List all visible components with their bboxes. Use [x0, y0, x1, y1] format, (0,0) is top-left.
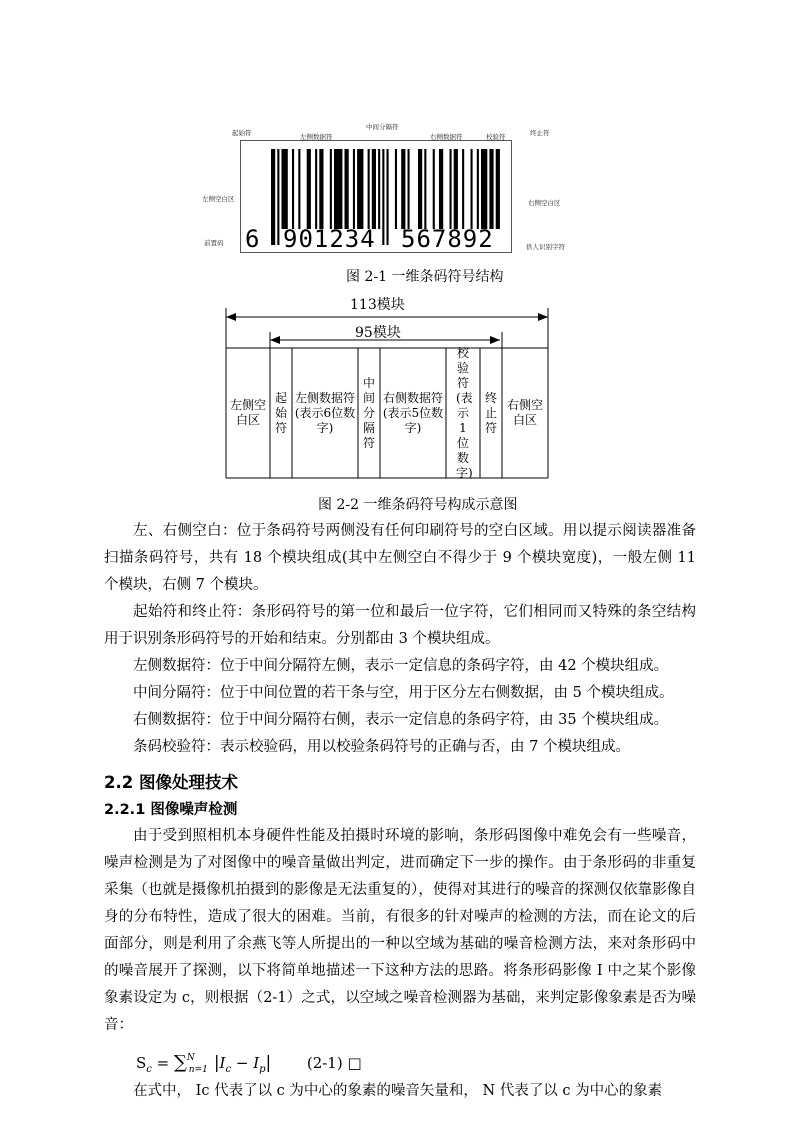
- barcode-bar: [298, 149, 300, 229]
- label-right-quiet: 右侧空白区: [528, 199, 561, 207]
- cell-left-quiet: 左侧空白区: [230, 398, 267, 427]
- barcode-bar: [292, 149, 294, 229]
- paragraph-quiet-zone: 左、右侧空白：位于条码符号两侧没有任何印刷符号的空白区域。用以提示阅读器准备扫描条码符号，共有 18 个模块组成(其中左侧空白不得少于 9 个模块宽度)，一般左侧 11 个模块，右侧 7 个模块。: [104, 523, 696, 593]
- barcode-bar: [496, 149, 500, 229]
- barcode-bar: [315, 149, 317, 229]
- figure-barcode-structure: [190, 118, 590, 258]
- cell-right-quiet: 右侧空白区: [507, 398, 544, 427]
- formula-number: (2-1): [306, 1054, 343, 1072]
- cell-middle: 中间分隔符: [362, 375, 375, 450]
- formula-2-1: $S_c = \sum^N_{n=1}$ $|I_c - I_p|$ (2-1) □: [136, 1052, 362, 1075]
- paragraph-noise-detection: 由于受到照相机本身硬件性能及拍摄时环境的影响，条形码图像中难免会有一些噪音，噪声检测是为了对图像中的噪音量做出判定，进而确定下一步的操作。由于条形码的非重复采集（也就是摄像机拍摄到的影像是无法重复的），使得对其进行的噪音的探测仅依靠影像自身的分布特性，造成了很大的困难。当前，有很多的针对噪声的检测的方法，而在论文的后面部分，则是利用了余燕飞等人所提出的一种以空域为基础的噪音检测方法，来对条形码中的噪音展开了探测，以下将简单地描述一下这种方法的思路。将条形码影像 I 中之某个影像象素设定为 c，则根据（2-1）之式，以空域之噪音检测器为基础，来判定影像象素是否为噪音：: [104, 828, 696, 1033]
- paragraph-start-end: 起始符和终止符：条形码符号的第一位和最后一位字符，它们相同而又特殊的条空结构用于识别条形码符号的开始和结束。分别都由 3 个模块组成。: [104, 604, 696, 647]
- figure2-caption: 图 2-2 一维条码符号构成示意图: [318, 497, 518, 513]
- barcode-bar: [357, 149, 363, 229]
- label-check: 校验符: [486, 133, 506, 141]
- barcode-bar: [477, 149, 479, 229]
- cell-end: 终止符: [484, 390, 497, 435]
- label-start: 起始符: [232, 129, 252, 137]
- paragraph-check: 条码校验符：表示校验码，用以校验条码符号的正确与否，由 7 个模块组成。: [133, 739, 630, 755]
- barcode-bar: [372, 149, 376, 229]
- paragraph-left-data: 左侧数据符：位于中间分隔符左侧，表示一定信息的条码字符，由 42 个模块组成。: [133, 658, 669, 674]
- barcode-bar: [271, 149, 275, 245]
- inner-modules-label: 95模块: [355, 325, 401, 341]
- barcode-bar: [334, 149, 342, 229]
- barcode-frame: [240, 140, 512, 253]
- barcode-bar: [282, 149, 288, 229]
- figure-barcode-composition: [224, 292, 554, 484]
- figure1-caption: 图 2-1 一维条码符号结构: [346, 269, 504, 285]
- paragraph-formula-explain: 在式中， Ic 代表了以 c 为中心的象素的噪音矢量和， N 代表了以 c 为中心的象素: [133, 1083, 663, 1099]
- section-heading: 2.2 图像处理技术: [104, 773, 238, 792]
- barcode-bar: [471, 149, 473, 229]
- barcode-bar: [382, 149, 384, 245]
- paragraph-middle: 中间分隔符：位于中间位置的若干条与空，用于区分左右侧数据，由 5 个模块组成。: [133, 685, 674, 701]
- barcode-bar: [353, 149, 355, 229]
- barcode-bar: [450, 149, 452, 229]
- barcode-bar: [454, 149, 458, 229]
- cell-check: 校验符(表示1位数字): [456, 345, 473, 480]
- barcode-bar: [408, 149, 410, 229]
- label-middle: 中间分隔符: [366, 123, 399, 131]
- digits-left: 901234: [283, 225, 376, 253]
- barcode-bar: [433, 149, 435, 229]
- label-prefix: 前置码: [204, 239, 224, 247]
- barcode-bar: [307, 149, 311, 229]
- barcode-bar: [378, 149, 380, 229]
- label-left-quiet: 左侧空白区: [202, 195, 235, 203]
- digit-first: 6: [245, 225, 260, 253]
- barcode-bar: [401, 149, 405, 229]
- barcode-bar: [481, 149, 487, 229]
- total-modules-label: 113模块: [350, 297, 405, 313]
- paragraph-right-data: 右侧数据符：位于中间分隔符右侧，表示一定信息的条码字符，由 35 个模块组成。: [133, 712, 669, 728]
- barcode-bar: [387, 149, 389, 245]
- barcode-bar: [424, 149, 426, 229]
- barcode-bar: [277, 149, 279, 245]
- cell-start: 起始符: [274, 390, 287, 435]
- barcode-bar: [418, 149, 422, 229]
- barcode-bar: [489, 149, 493, 229]
- barcode-bar: [395, 149, 397, 229]
- cell-right-data: 右侧数据符(表示5位数字): [382, 390, 444, 435]
- subsection-heading: 2.2.1 图像噪声检测: [104, 802, 238, 818]
- barcode-bar: [330, 149, 332, 229]
- barcode-bar: [439, 149, 443, 229]
- barcode-bar: [319, 149, 323, 229]
- cell-left-data: 左侧数据符(表示6位数字): [294, 390, 356, 435]
- label-left-data: 左侧数据符: [300, 133, 333, 141]
- barcode-bar: [462, 149, 464, 229]
- barcode-bar: [345, 149, 349, 229]
- label-end: 终止符: [530, 129, 550, 137]
- label-right-data: 右侧数据符: [430, 133, 463, 141]
- label-human-readable: 供人识别字符: [526, 243, 565, 251]
- digits-right: 567892: [401, 225, 494, 253]
- barcode-bar: [368, 149, 370, 229]
- formula-box: □: [347, 1054, 362, 1072]
